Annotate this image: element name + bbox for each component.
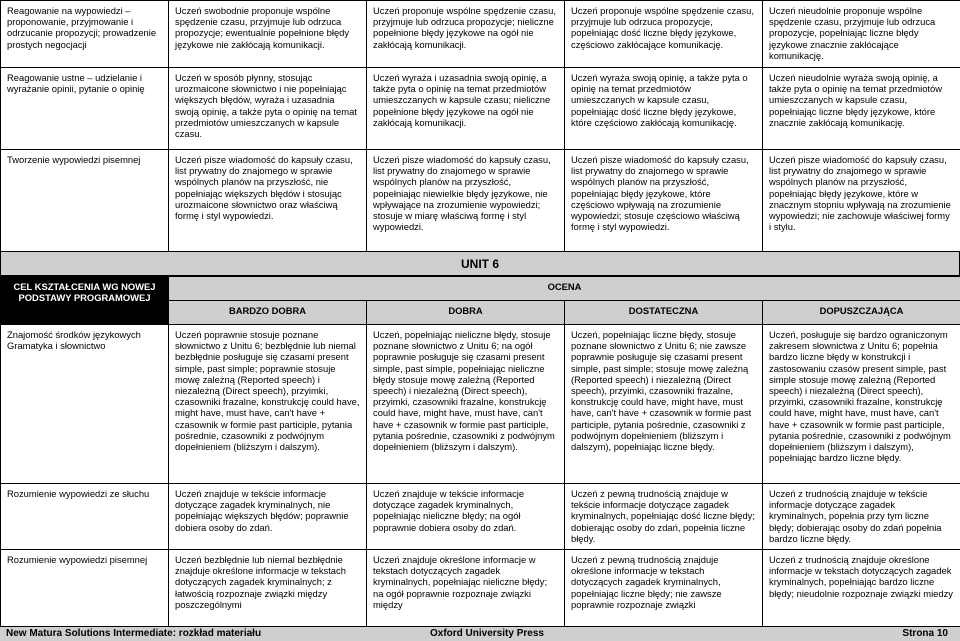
grade-cell: Uczeń swobodnie proponuje wspólne spędzenie czasu, przyjmuje lub odrzuca propozycje; ewentualnie popełnione błędy językowe nie zakłócają komunikacji. [169,1,367,68]
grade-cell: Uczeń z pewną trudnością znajduje w tekście informacje dotyczące zagadek kryminalnych, popełniając dość liczne błędy; dobierając osoby do zdań, popełnia liczne błędy. [565,484,763,550]
grade-cell: Uczeń bezbłędnie lub niemal bezbłędnie znajduje określone informacje w tekstach dotyczących zagadek kryminalnych; z łatwością rozpoznaje związki między poszczególnymi [169,550,367,627]
grade-header-bardzo-dobra: BARDZO DOBRA [169,301,367,325]
grade-cell: Uczeń znajduje w tekście informacje dotyczące zagadek kryminalnych, popełniając nieliczne błędy; na ogół poprawnie dobiera osoby do zdań. [367,484,565,550]
page-footer [0,626,960,641]
grade-cell: Uczeń z trudnością znajduje określone informacje w tekstach dotyczących zagadek kryminalnych, popełniając bardzo liczne błędy; nieudolnie rozpoznaje związki miedzy [763,550,960,627]
grade-cell: Uczeń, popełniając liczne błędy, stosuje poznane słownictwo z Unitu 6; nie zawsze poprawnie posługuje się czasami present simple, past simple; stosuje mowę zależną (Reported speech) i niezależną (Direct speech), przyimki, czasowniki frazalne, konstrukcję could have, might have, must have, can't have + czasownik w formie past participle, pytania pośrednie, czasowniki z podwójnym dopełnieniem (bliższym i dalszym), popełniając liczne błędy. [565,325,763,484]
criterion-label: Rozumienie wypowiedzi pisemnej [1,550,169,627]
criterion-label: Tworzenie wypowiedzi pisemnej [1,150,169,252]
footer-page-number: Strona 10 [902,628,948,639]
table-row [1,325,960,484]
grade-header-dostateczna: DOSTATECZNA [565,301,763,325]
unit-title: UNIT 6 [0,251,960,276]
goal-header: CEL KSZTAŁCENIA WG NOWEJ PODSTAWY PROGRAMOWEJ [1,277,169,325]
criterion-label: Reagowanie na wypowiedzi – proponowanie, przyjmowanie i odrzucanie propozycji; prowadzenie prostych negocjacji [1,1,169,68]
grade-cell: Uczeń z trudnością znajduje w tekście informacje dotyczące zagadek kryminalnych, popełnia przy tym liczne błędy; dobierając osoby do zdań popełnia bardzo liczne błędy. [763,484,960,550]
bottom-criteria-table [0,276,960,627]
grade-cell: Uczeń w sposób płynny, stosując urozmaicone słownictwo i nie popełniając większych błędów, wyraża i uzasadnia swoją opinię, a także pyta o opinię na temat przedmiotów umieszczanych w kapsule czasu. [169,68,367,150]
grade-cell: Uczeń proponuje wspólne spędzenie czasu, przyjmuje lub odrzuca propozycje; nieliczne popełnione błędy językowe na ogół nie zakłócają komunikacji. [367,1,565,68]
grade-header-dobra: DOBRA [367,301,565,325]
table-row [1,1,960,68]
grade-cell: Uczeń z pewną trudnością znajduje określone informacje w tekstach dotyczących zagadek kryminalnych, popełniając liczne błędy; nie zawsze poprawnie rozpoznaje związki [565,550,763,627]
table-row [1,150,960,252]
grade-cell: Uczeń nieudolnie proponuje wspólne spędzenie czasu, przyjmuje lub odrzuca propozycje, popełniając liczne błędy językowe znacznie zakłócające komunikację. [763,1,960,68]
criterion-label: Rozumienie wypowiedzi ze słuchu [1,484,169,550]
grade-cell: Uczeń nieudolnie wyraża swoją opinię, a także pyta o opinię na temat przedmiotów umieszczanych w kapsule czasu, popełniając liczne błędy językowe, które znacznie zakłócają komunikację. [763,68,960,150]
top-criteria-table [0,0,960,252]
criterion-label: Reagowanie ustne – udzielanie i wyrażanie opinii, pytanie o opinię [1,68,169,150]
grade-cell: Uczeń wyraża swoją opinię, a także pyta o opinię na temat przedmiotów umieszczanych w kapsule czasu, popełniając dość liczne błędy językowe, które częściowo zakłócają komunikację. [565,68,763,150]
header-row [1,277,960,301]
table-row [1,550,960,627]
grade-cell: Uczeń pisze wiadomość do kapsuły czasu, list prywatny do znajomego w sprawie wspólnych planów na przyszłość, nie popełniając większych błędów i stosując urozmaicone słownictwo oraz właściwą formę i styl wypowiedzi. [169,150,367,252]
grade-header-dopuszczajaca: DOPUSZCZAJĄCA [763,301,960,325]
grade-cell: Uczeń znajduje w tekście informacje dotyczące zagadek kryminalnych, nie popełniając większych błędów; poprawnie dobiera osoby do zdań. [169,484,367,550]
criterion-label: Znajomość środków językowych Gramatyka i słownictwo [1,325,169,484]
grade-cell: Uczeń pisze wiadomość do kapsuły czasu, list prywatny do znajomego w sprawie wspólnych planów na przyszłość, popełniając błędy językowe, które częściowo wpływają na zrozumienie wypowiedzi; stosuje częściowo właściwą formę i styl wypowiedzi. [565,150,763,252]
grade-cell: Uczeń, popełniając nieliczne błędy, stosuje poznane słownictwo z Unitu 6; na ogół poprawnie posługuje się czasami present simple, past simple, popełniając nieliczne błędy stosuje mowę zależną (Reported speech) i niezależną (Direct speech), przyimki, czasowniki frazalne, konstrukcję could have, might have, must have, can't have + czasownik w formie past participle, pytania pośrednie, czasowniki z podwójnym dopełnieniem (bliższym i dalszym). [367,325,565,484]
table-row [1,68,960,150]
grade-cell: Uczeń wyraża i uzasadnia swoją opinię, a także pyta o opinię na temat przedmiotów umieszczanych w kapsule czasu; nieliczne popełnione błędy językowe na ogół nie zakłócają komunikacji. [367,68,565,150]
table-row [1,484,960,550]
grade-cell: Uczeń proponuje wspólne spędzenie czasu, przyjmuje lub odrzuca propozycje, popełniając dość liczne błędy językowe, częściowo zakłócające komunikację. [565,1,763,68]
ocena-header: OCENA [169,277,960,301]
grade-cell: Uczeń, posługuje się bardzo ograniczonym zakresem słownictwa z Unitu 6; popełnia bardzo liczne błędy w konstrukcji i zastosowaniu czasów present simple, past simple stosuje mowę zależną (Reported speech) i niezależną (Direct speech), przyimki, czasowniki frazalne, konstrukcję could have, might have, must have, can't have + czasownik w formie past participle, pytania pośrednie, czasowniki z podwójnym dopełnieniem (bliższym i dalszym), popełniając bardzo liczne błędy. [763,325,960,484]
grade-cell: Uczeń pisze wiadomość do kapsuły czasu, list prywatny do znajomego w sprawie wspólnych planów na przyszłość, popełniając błędy językowe, które w znacznym stopniu wpływają na zrozumienie wypowiedzi; nie zachowuje właściwej formy i stylu. [763,150,960,252]
grade-cell: Uczeń poprawnie stosuje poznane słownictwo z Unitu 6; bezbłędnie lub niemal bezbłędnie posługuje się czasami present simple, past simple; poprawnie stosuje mowę zależną (Reported speech) i niezależną (Direct speech), przyimki, czasowniki frazalne, konstrukcję could have, might have, must have, can't have + czasownik w formie past participle, pytania pośrednie, czasowniki z podwójnym dopełnieniem (bliższym i dalszym). [169,325,367,484]
footer-publisher: Oxford University Press [430,628,544,639]
grade-cell: Uczeń znajduje określone informacje w tekstach dotyczących zagadek kryminalnych, popełniając nieliczne błędy; na ogół poprawnie rozpoznaje związki między [367,550,565,627]
grade-cell: Uczeń pisze wiadomość do kapsuły czasu, list prywatny do znajomego w sprawie wspólnych planów na przyszłość, popełniając niewielkie błędy językowe, nie wpływające na zrozumienie wypowiedzi; stosuje w miarę właściwą formę i styl wypowiedzi. [367,150,565,252]
footer-title: New Matura Solutions Intermediate: rozkład materiału [6,628,262,639]
